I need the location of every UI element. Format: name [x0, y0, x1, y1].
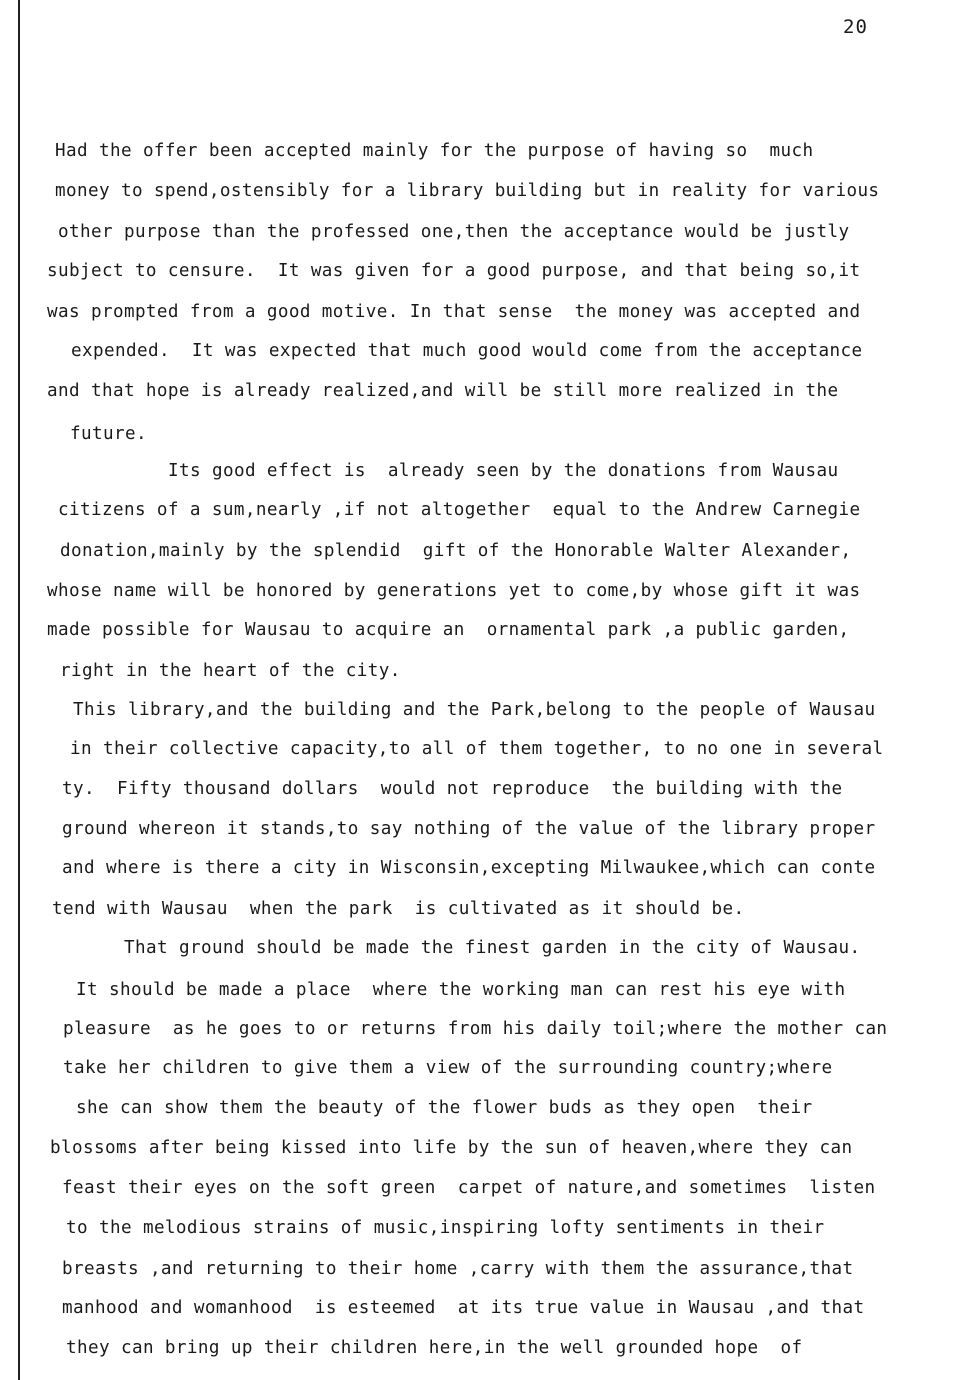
text-line: Had the offer been accepted mainly for the purpose of having so much [55, 141, 814, 161]
text-line: whose name will be honored by generations yet to come,by whose gift it was [47, 581, 861, 601]
text-line: future. [70, 424, 147, 444]
text-line: It should be made a place where the working man can rest his eye with [76, 980, 846, 1000]
text-line: take her children to give them a view of the surrounding country;where [63, 1058, 833, 1078]
text-line: and that hope is already realized,and will be still more realized in the [47, 381, 839, 401]
text-line: made possible for Wausau to acquire an ornamental park ,a public garden, [47, 620, 850, 640]
text-line: blossoms after being kissed into life by the sun of heaven,where they can [50, 1138, 853, 1158]
text-line: tend with Wausau when the park is cultivated as it should be. [52, 899, 745, 919]
text-line: Its good effect is already seen by the donations from Wausau [168, 461, 839, 481]
page-number: 20 [843, 16, 868, 38]
text-line: pleasure as he goes to or returns from his daily toil;where the mother can [63, 1019, 888, 1039]
text-line: This library,and the building and the Park,belong to the people of Wausau [73, 700, 876, 720]
text-line: was prompted from a good motive. In that sense the money was accepted and [47, 302, 861, 322]
text-line: right in the heart of the city. [60, 661, 401, 681]
text-line: money to spend,ostensibly for a library building but in reality for various [55, 181, 880, 201]
text-line: ty. Fifty thousand dollars would not reproduce the building with the [62, 779, 843, 799]
text-line: citizens of a sum,nearly ,if not altogether equal to the Andrew Carnegie [58, 500, 861, 520]
text-line: breasts ,and returning to their home ,carry with them the assurance,that [62, 1259, 854, 1279]
text-line: in their collective capacity,to all of them together, to no one in several [70, 739, 884, 759]
text-line: donation,mainly by the splendid gift of the Honorable Walter Alexander, [60, 541, 852, 561]
text-line: they can bring up their children here,in the well grounded hope of [66, 1338, 803, 1358]
text-line: other purpose than the professed one,then the acceptance would be justly [58, 222, 850, 242]
text-line: That ground should be made the finest garden in the city of Wausau. [124, 938, 861, 958]
text-line: to the melodious strains of music,inspiring lofty sentiments in their [66, 1218, 825, 1238]
text-line: manhood and womanhood is esteemed at its true value in Wausau ,and that [62, 1298, 865, 1318]
text-line: and where is there a city in Wisconsin,excepting Milwaukee,which can conte [62, 858, 876, 878]
text-line: subject to censure. It was given for a good purpose, and that being so,it [47, 261, 861, 281]
text-line: feast their eyes on the soft green carpet of nature,and sometimes listen [62, 1178, 876, 1198]
text-line: ground whereon it stands,to say nothing of the value of the library proper [62, 819, 876, 839]
text-line: expended. It was expected that much good would come from the acceptance [71, 341, 863, 361]
text-line: she can show them the beauty of the flower buds as they open their [76, 1098, 813, 1118]
